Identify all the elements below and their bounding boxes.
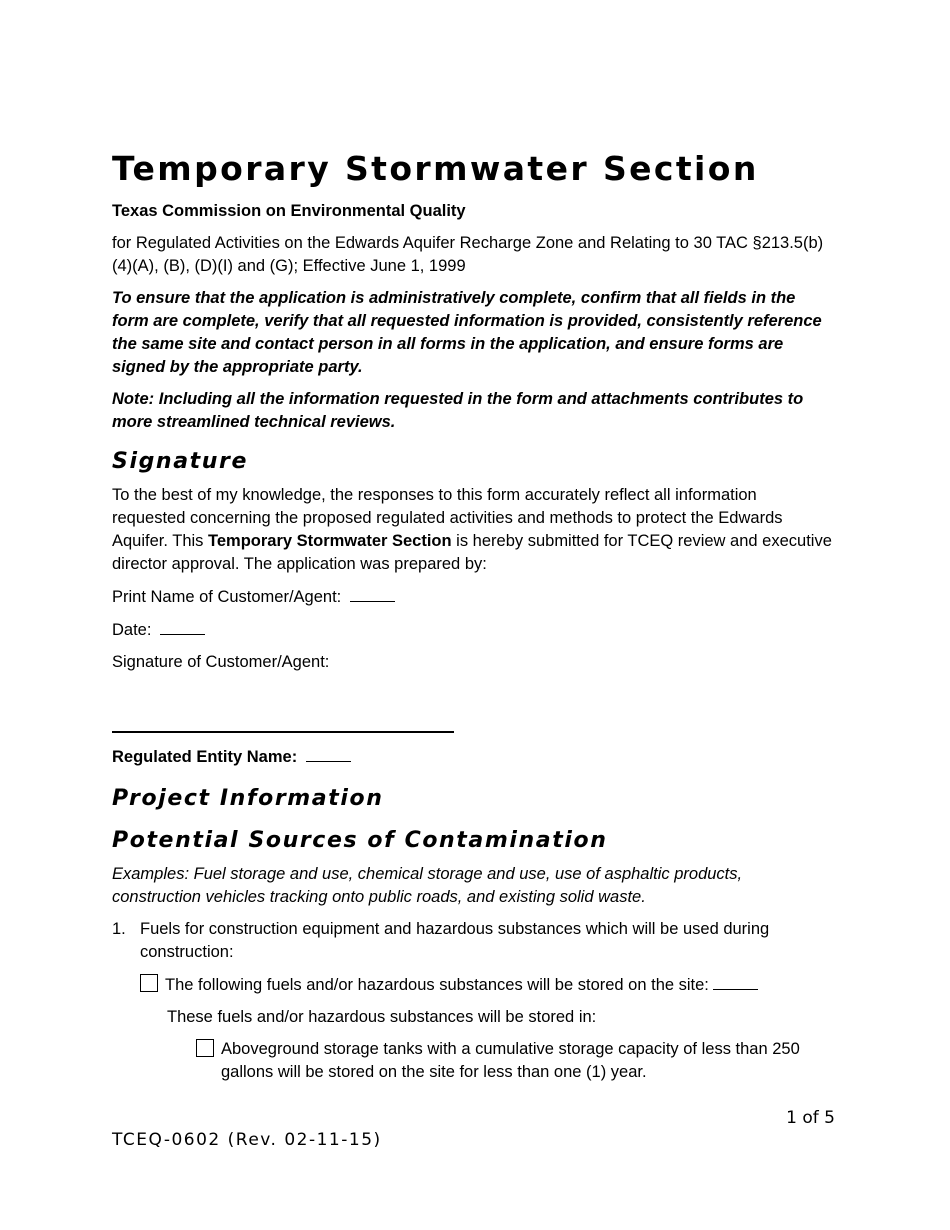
signature-area[interactable] <box>112 683 834 731</box>
signature-paragraph <box>112 484 834 576</box>
aboveground-text: Aboveground storage tanks with a cumulative storage capacity of less than 250 gallons will be stored on the site for less than one (1) year. <box>221 1040 800 1081</box>
page-number: 1 of 5 <box>786 1108 835 1128</box>
signature-paragraph-bold: Temporary Stormwater Section <box>208 532 452 550</box>
print-name-field[interactable] <box>350 585 395 602</box>
signature-label: Signature of Customer/Agent: <box>112 653 330 671</box>
stored-in-text: These fuels and/or hazardous substances will be stored in: <box>167 1008 597 1026</box>
stored-on-site-checkbox[interactable] <box>140 974 158 992</box>
option-stored-on-site <box>112 973 834 997</box>
date-row <box>112 618 834 642</box>
date-field[interactable] <box>160 618 205 635</box>
regulation-line: for Regulated Activities on the Edwards Aquifer Recharge Zone and Relating to 30 TAC §213.5(b)(4)(A), (B), (D)(I) and (G); Effective June 1, 1999 <box>112 234 824 275</box>
regulated-entity-label: Regulated Entity Name: <box>112 748 298 766</box>
print-name-row <box>112 585 834 609</box>
project-information-heading: Project Information <box>112 786 384 811</box>
document-page <box>112 148 834 1093</box>
stored-on-site-text <box>165 973 758 997</box>
agency-name: Texas Commission on Environmental Quality <box>112 202 466 220</box>
signature-paragraph-part1: To the best of my knowledge, the responses to this form accurately reflect all information requested concerning the proposed regulated activities and methods to protect the Edwards Aquifer. This <box>112 486 783 550</box>
contamination-examples: Examples: Fuel storage and use, chemical storage and use, use of asphaltic products, construction vehicles tracking onto public roads, and existing solid waste. <box>112 865 743 906</box>
regulated-entity-field[interactable] <box>306 745 351 762</box>
page-title: Temporary Stormwater Section <box>112 149 759 188</box>
signature-line <box>112 731 454 733</box>
date-label: Date: <box>112 621 152 639</box>
item-1-number: 1. <box>112 920 126 938</box>
option-aboveground <box>112 1038 834 1084</box>
item-1 <box>112 918 834 964</box>
item-1-text: Fuels for construction equipment and hazardous substances which will be used during construction: <box>140 920 770 961</box>
regulated-entity-row <box>112 745 834 769</box>
signature-heading: Signature <box>112 449 248 474</box>
aboveground-checkbox[interactable] <box>196 1039 214 1057</box>
instructions-text: To ensure that the application is administratively complete, confirm that all fields in the form are complete, verify that all requested information is provided, consistently reference the same site and contact person in all forms in the application, and ensure forms are signed by the appropriate party. <box>112 289 822 376</box>
form-id: TCEQ-0602 (Rev. 02-11-15) <box>112 1130 382 1150</box>
stored-on-site-label: The following fuels and/or hazardous substances will be stored on the site: <box>165 976 709 994</box>
signature-paragraph-part2: is hereby submitted for TCEQ review and executive director approval. The application was prepared by: <box>112 532 832 573</box>
contamination-heading: Potential Sources of Contamination <box>112 828 608 853</box>
stored-substances-field[interactable] <box>713 973 758 990</box>
note-text: Note: Including all the information requested in the form and attachments contributes to more streamlined technical reviews. <box>112 390 804 431</box>
print-name-label: Print Name of Customer/Agent: <box>112 588 342 606</box>
